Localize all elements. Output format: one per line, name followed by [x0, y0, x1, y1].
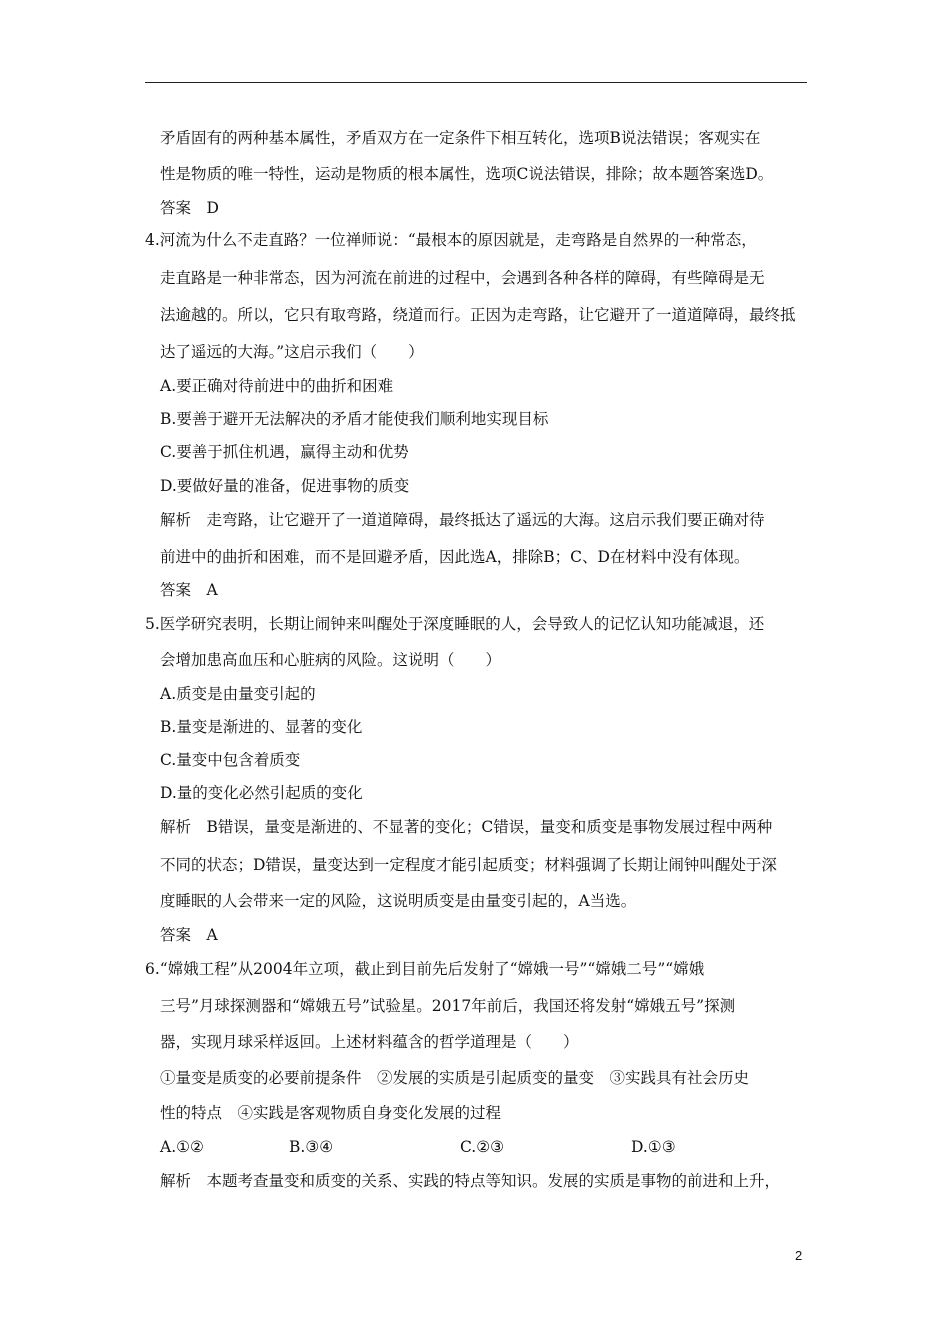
option-d: D.要做好量的准备，促进事物的质变 — [160, 477, 410, 495]
analysis-line: 不同的状态；D错误，量变达到一定程度才能引起质变；材料强调了长期让闹钟叫醒处于深 — [160, 856, 777, 874]
option-a: A.质变是由量变引起的 — [160, 685, 316, 703]
text-line: ①量变是质变的必要前提条件 ②发展的实质是引起质变的量变 ③实践具有社会历史 — [160, 1069, 750, 1087]
option-c: C.量变中包含着质变 — [160, 751, 301, 769]
analysis-line: 解析 本题考查量变和质变的关系、实践的特点等知识。发展的实质是事物的前进和上升， — [160, 1172, 781, 1190]
question-5: 5.医学研究表明，长期让闹钟来叫醒处于深度睡眠的人，会导致人的记忆认知功能减退，还 — [145, 615, 765, 633]
option-d: D.①③ — [631, 1138, 676, 1156]
analysis-line: 解析 B错误，量变是渐进的、不显著的变化；C错误，量变和质变是事物发展过程中两种 — [160, 818, 773, 836]
answer-line: 答案 D — [160, 199, 219, 217]
analysis-line: 解析 走弯路，让它避开了一道道障碍，最终抵达了遥远的大海。这启示我们要正确对待 — [160, 511, 765, 529]
text-line: 性是物质的唯一特性，运动是物质的根本属性，选项C说法错误，排除；故本题答案选D。 — [160, 165, 774, 183]
option-a: A.①② — [160, 1138, 204, 1156]
analysis-line: 度睡眠的人会带来一定的风险，这说明质变是由量变引起的，A当选。 — [160, 892, 637, 910]
option-c: C.要善于抓住机遇，赢得主动和优势 — [160, 443, 409, 461]
analysis-line: 前进中的曲折和困难，而不是回避矛盾，因此选A，排除B；C、D在材料中没有体现。 — [160, 548, 750, 566]
option-b: B.要善于避开无法解决的矛盾才能使我们顺利地实现目标 — [160, 410, 549, 428]
text-line: 性的特点 ④实践是客观物质自身变化发展的过程 — [160, 1104, 502, 1122]
text-line: 法逾越的。所以，它只有取弯路，绕道而行。正因为走弯路，让它避开了一道道障碍，最终抵 — [160, 306, 796, 324]
text-line: 走直路是一种非常态，因为河流在前进的过程中，会遇到各种各样的障碍，有些障碍是无 — [160, 269, 765, 287]
answer-line: 答案 A — [160, 581, 218, 599]
option-b: B.量变是渐进的、显著的变化 — [160, 718, 363, 736]
header-rule — [145, 82, 807, 83]
text-line: 器，实现月球采样返回。上述材料蕴含的哲学道理是（ ） — [160, 1033, 579, 1051]
text-line: 达了遥远的大海。”这启示我们（ ） — [160, 343, 424, 361]
question-4: 4.河流为什么不走直路？一位禅师说：“最根本的原因就是，走弯路是自然界的一种常态， — [145, 231, 757, 249]
question-6: 6.“嫦娥工程”从2004年立项，截止到目前先后发射了“嫦娥一号”“嫦娥二号”“嫦娥 — [145, 960, 705, 978]
page-number: 2 — [795, 1248, 803, 1263]
text-line: 三号”月球探测器和“嫦娥五号”试验星。2017年前后，我国还将发射“嫦娥五号”探测 — [160, 997, 736, 1015]
text-line: 矛盾固有的两种基本属性，矛盾双方在一定条件下相互转化，选项B说法错误；客观实在 — [160, 129, 761, 147]
option-d: D.量的变化必然引起质的变化 — [160, 784, 363, 802]
option-b: B.③④ — [289, 1138, 334, 1156]
answer-line: 答案 A — [160, 926, 218, 944]
option-a: A.要正确对待前进中的曲折和困难 — [160, 377, 394, 395]
text-line: 会增加患高血压和心脏病的风险。这说明（ ） — [160, 651, 502, 669]
option-c: C.②③ — [460, 1138, 505, 1156]
